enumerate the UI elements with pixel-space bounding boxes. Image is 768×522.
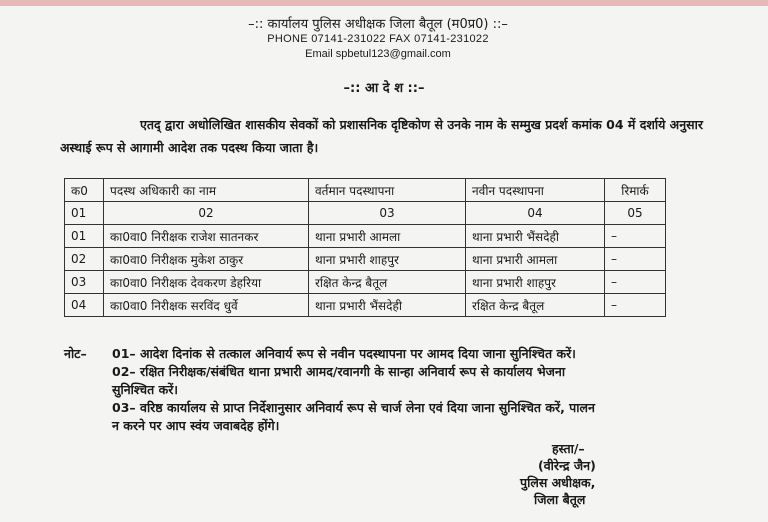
row-current-posting: रक्षित केन्द्र बैतूल [309,271,466,294]
column-number-row [65,202,666,225]
column-number: 04 [466,202,605,225]
order-paragraph-text: एतद् द्वारा अधोलिखित शासकीय सेवकों को प्रशासनिक दृष्टिकोण से उनके नाम के सम्मुख प्रदर्श कमांक 04 में दर्शाये अनुसार अस्थाई रूप से आगामी आदेश तक पदस्थ किया जाता है। [60,117,703,155]
email-line: Email spbetul123@gmail.com [305,48,451,60]
note-1-text: 01– आदेश दिनांक से तत्काल अनिवार्य रूप से नवीन पदस्थापना पर आमद दिया जाना सुनिश्चित करें। [112,346,576,361]
order-title: –:: आ दे श ::– [343,81,425,96]
note-2-line-2: सुनिश्चित करें। [112,382,179,397]
table-row [65,225,666,248]
row-current-posting: थाना प्रभारी आमला [309,225,466,248]
column-number: 05 [605,202,666,225]
notes-label: नोट– [64,346,87,361]
signature-signed: हस्ता/– [552,441,585,456]
row-serial: 03 [65,271,104,294]
column-number: 01 [65,202,104,225]
signatory-district: जिला बैतूल [534,492,586,507]
header-serial: क0 [65,179,104,202]
signature-block [520,440,596,508]
table-row [65,248,666,271]
note-3-line-1: 03– वरिष्ठ कार्यालय से प्राप्त निर्देशानुसार अनिवार्य रूप से चार्ज लेना एवं दिया जाना सुनिश्चित करें, पालन [112,400,595,415]
row-serial: 02 [65,248,104,271]
column-number: 03 [309,202,466,225]
row-remark: – [605,248,666,271]
row-new-posting: थाना प्रभारी भैंसदेही [466,225,605,248]
order-paragraph [60,113,720,159]
header-remark: रिमार्क [605,179,666,202]
row-officer-name: का0वा0 निरीक्षक देवकरण डेहरिया [104,271,309,294]
row-current-posting: थाना प्रभारी भैंसदेही [309,294,466,317]
header-new-posting: नवीन पदस्थापना [466,179,605,202]
top-color-band [0,0,768,6]
row-current-posting: थाना प्रभारी शाहपुर [309,248,466,271]
row-serial: 01 [65,225,104,248]
row-remark: – [605,294,666,317]
row-officer-name: का0वा0 निरीक्षक मुकेश ठाकुर [104,248,309,271]
row-remark: – [605,225,666,248]
signatory-name: (वीरेन्द्र जैन) [538,458,596,473]
row-serial: 04 [65,294,104,317]
row-new-posting: थाना प्रभारी आमला [466,248,605,271]
row-new-posting: रक्षित केन्द्र बैतूल [466,294,605,317]
row-officer-name: का0वा0 निरीक्षक राजेश सातनकर [104,225,309,248]
column-number: 02 [104,202,309,225]
header-current-posting: वर्तमान पदस्थापना [309,179,466,202]
phone-fax-line: PHONE 07141-231022 FAX 07141-231022 [267,33,489,45]
table-header-row [65,179,666,202]
notes-section [64,345,704,435]
note-1 [64,345,704,363]
table-row [65,271,666,294]
transfer-table [64,178,666,317]
row-new-posting: थाना प्रभारी शाहपुर [466,271,605,294]
office-heading: –:: कार्यालय पुलिस अधीक्षक जिला बैतूल (म0प्र0) ::– [248,17,508,32]
row-remark: – [605,271,666,294]
table-row [65,294,666,317]
note-2-line-1: 02– रक्षित निरीक्षक/संबंधित थाना प्रभारी आमद/रवानगी के सान्हा अनिवार्य रूप से कार्यालय भेजना [112,364,566,379]
note-3-line-2: न करने पर आप स्वंय जवाबदेह होंगे। [112,418,280,433]
signatory-designation: पुलिस अधीक्षक, [520,475,596,490]
row-officer-name: का0वा0 निरीक्षक सरविंद धुर्वे [104,294,309,317]
header-officer-name: पदस्थ अधिकारी का नाम [104,179,309,202]
